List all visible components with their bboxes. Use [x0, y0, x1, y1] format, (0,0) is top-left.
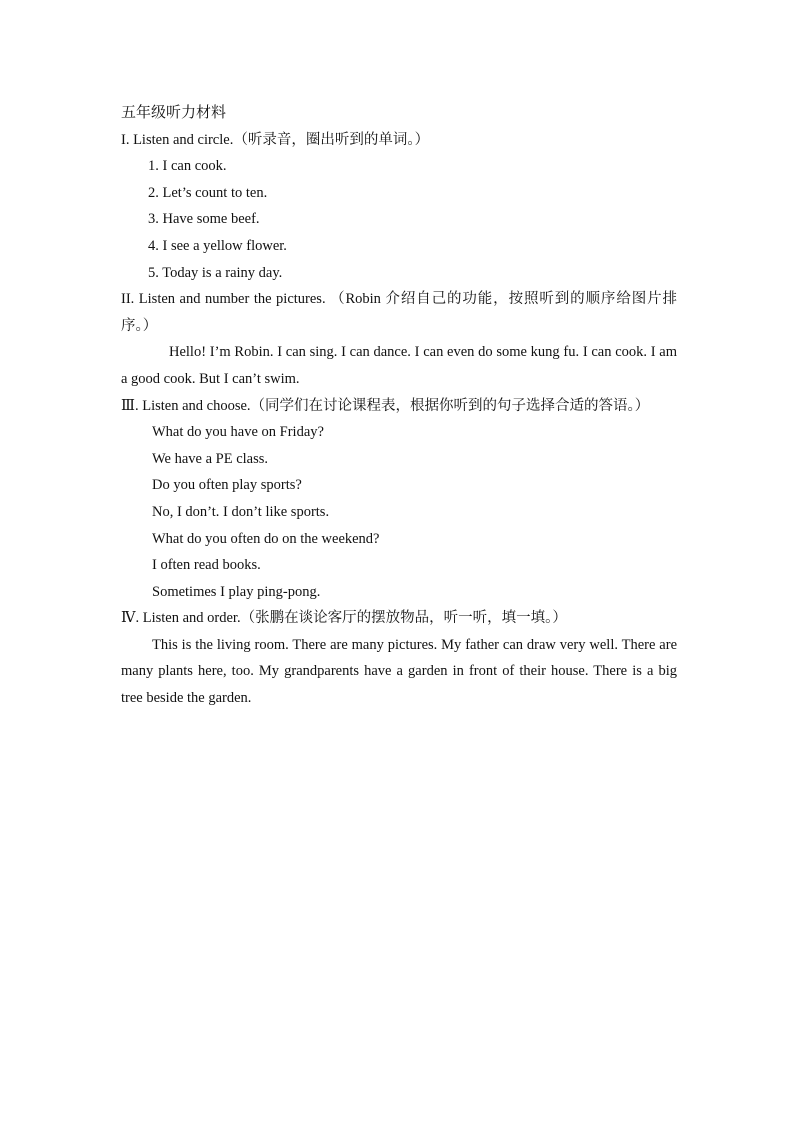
section1-item-2: 2. Let’s count to ten. — [148, 184, 268, 201]
section1-heading: I. Listen and circle.（听录音，圈出听到的单词。） — [121, 131, 430, 148]
section1-item-5: 5. Today is a rainy day. — [148, 264, 283, 281]
section3-line-5: What do you often do on the weekend? — [152, 530, 380, 547]
section1-item-1: 1. I can cook. — [148, 158, 227, 175]
section3-heading: Ⅲ. Listen and choose.（同学们在讨论课程表，根据你听到的句子选择合适的答语。） — [121, 397, 650, 414]
section3-line-6: I often read books. — [152, 557, 261, 574]
section1-item-3: 3. Have some beef. — [148, 211, 260, 228]
section2-heading: II. Listen and number the pictures. （Robin 介绍自己的功能，按照听到的顺序给图片排序。） — [121, 291, 677, 334]
section2-text: Hello! I’m Robin. I can sing. I can dance. I can even do some kung fu. I can cook. I am a good cook. But I can’t swim. — [121, 344, 677, 387]
section3-line-1: What do you have on Friday? — [152, 424, 324, 441]
section1-item-4: 4. I see a yellow flower. — [148, 237, 287, 254]
document-page — [121, 100, 677, 712]
section3-line-7: Sometimes I play ping-pong. — [152, 583, 321, 600]
section4-text: This is the living room. There are many pictures. My father can draw very well. There are many plants here, too. My grandparents have a garden in front of their house. There is a big tree beside the garden. — [121, 636, 677, 707]
section4-heading: Ⅳ. Listen and order.（张鹏在谈论客厅的摆放物品，听一听，填一填。） — [121, 610, 567, 627]
section3-line-4: No, I don’t. I don’t like sports. — [152, 503, 330, 520]
section3-line-2: We have a PE class. — [152, 450, 268, 467]
document-title: 五年级听力材料 — [121, 105, 227, 121]
section3-line-3: Do you often play sports? — [152, 477, 302, 494]
